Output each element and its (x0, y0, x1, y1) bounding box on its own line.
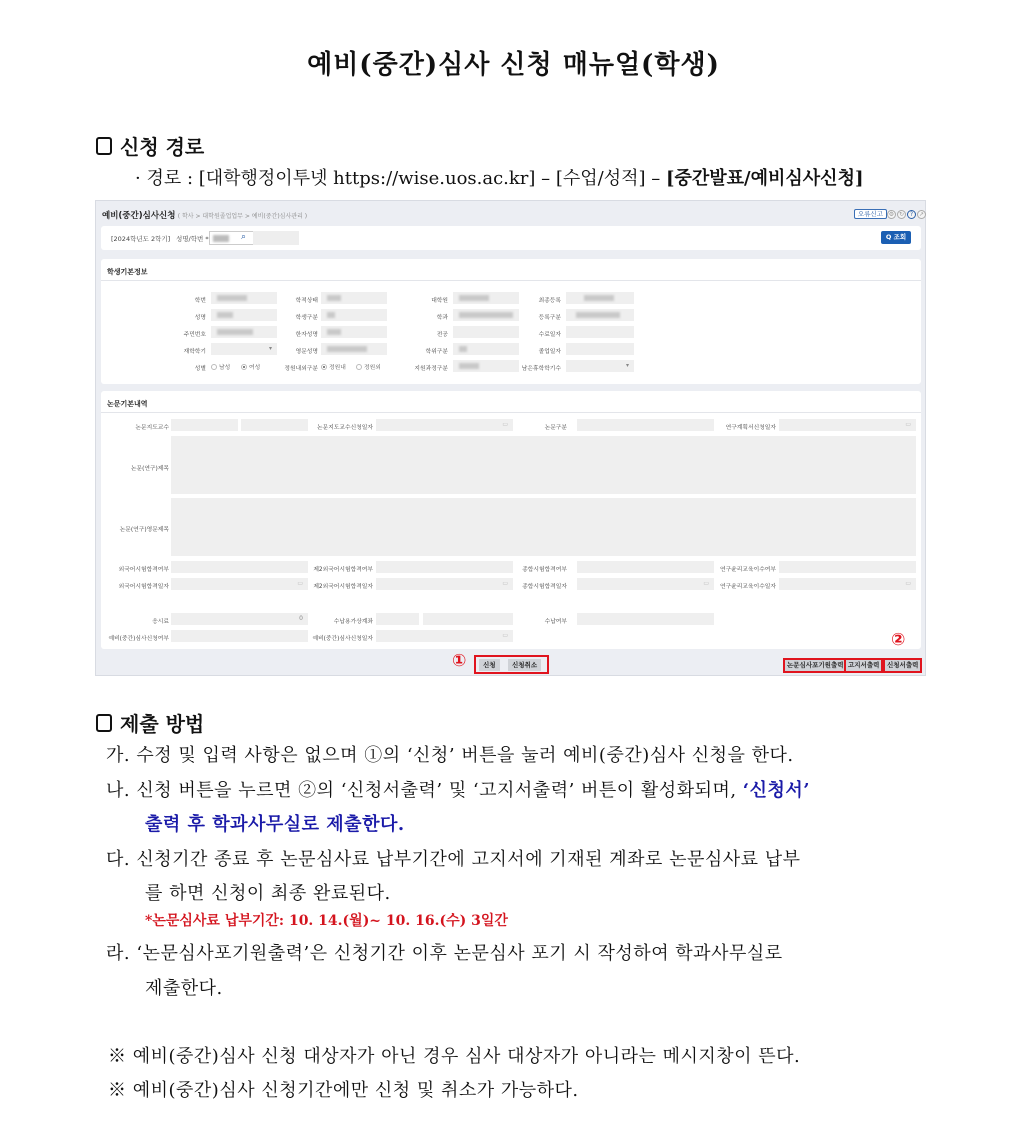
calendar-icon: ▭ (703, 580, 709, 587)
date-field[interactable] (376, 630, 513, 642)
term-label: [2024학년도 2학기] (111, 235, 171, 243)
card-title: 학생기본정보 (101, 259, 921, 281)
field-label: 최종등록 (538, 298, 561, 304)
calendar-icon: ▭ (502, 632, 508, 639)
field-label: 재학학기 (183, 349, 206, 355)
cancel-application-button[interactable]: 신청취소 (508, 659, 541, 671)
search-bar (101, 226, 921, 250)
calendar-icon: ▭ (502, 580, 508, 587)
field-value (566, 343, 634, 355)
footnote: ※ 예비(중간)심사 신청기간에만 신청 및 취소가 가능하다. (108, 1080, 579, 1101)
field-label: 대학원 (431, 298, 448, 304)
checkbox-square-icon (96, 137, 112, 155)
screen-title: 예비(중간)심사신청 (102, 211, 176, 221)
field-label: 학생구분 (295, 315, 318, 321)
account-number-field (423, 613, 513, 625)
access-path (135, 164, 863, 190)
field-value (779, 561, 916, 573)
field-value (577, 561, 714, 573)
date-field[interactable] (779, 578, 916, 590)
field-label: 논문구분 (544, 425, 567, 431)
field-label: 남은휴학학기수 (521, 366, 561, 372)
account-bank-field (376, 613, 419, 625)
remaining-leave-select[interactable]: ▾ (566, 360, 634, 372)
section-heading-submission (96, 708, 204, 737)
field-label: 논문지도교수 (135, 425, 169, 431)
field-label: 논문(연구)영문제목 (119, 527, 169, 533)
path-menu-target: [중간발표/예비심사신청] (665, 168, 864, 189)
instruction-ga: 가. 수정 및 입력 사항은 없으며 ①의 ‘신청’ 버튼을 눌러 예비(중간)심사 신청을 한다. (106, 745, 794, 766)
thesis-type-field (577, 419, 714, 431)
field-value (566, 326, 634, 338)
settings-icon[interactable]: ⚙ (888, 211, 895, 218)
instruction-na: 나. 신청 버튼을 누르면 ②의 ‘신청서출력’ 및 ‘고지서출력’ 버튼이 활성화되며, ‘신청서’ (106, 780, 810, 801)
field-label: 제2외국어시험합격일자 (313, 584, 373, 590)
field-label: 예비(중간)심사신청일자 (312, 636, 373, 642)
instruction-da: 다. 신청기간 종료 후 논문심사료 납부기간에 고지서에 기재된 계좌로 논문심사료 납부 (106, 849, 801, 870)
field-label: 등록구분 (538, 315, 561, 321)
advisor-field-2 (241, 419, 308, 431)
field-label: 학적상태 (295, 298, 318, 304)
section-heading-path (96, 131, 204, 160)
path-text: · 경로 : [대학행정이투넷 https://wise.uos.ac.kr] – [수업/성적] – (135, 168, 666, 189)
marker-one: ① (452, 651, 467, 671)
field-label: 학번 (194, 298, 206, 304)
plan-date-field[interactable] (779, 419, 916, 431)
field-label: 한자성명 (295, 332, 318, 338)
refresh-icon[interactable]: ↻ (898, 211, 905, 218)
field-label: 외국어시험합격일자 (118, 584, 169, 590)
field-label: 졸업일자 (538, 349, 561, 355)
field-label: 지원과정구분 (414, 366, 448, 372)
field-label: 학과 (436, 315, 448, 321)
instruction-na-continued: 출력 후 학과사무실로 제출한다. (145, 814, 405, 835)
search-button[interactable]: Q 조회 (881, 231, 911, 244)
search-input[interactable] (209, 231, 257, 245)
breadcrumb: ( 학사 > 대학원졸업업무 > 예비(중간)심사관리 ) (177, 213, 308, 220)
search-icon[interactable]: ⌕ (241, 232, 247, 242)
link-icon[interactable]: ↗ (918, 211, 925, 218)
application-print-button[interactable]: 신청서출력 (883, 658, 922, 673)
field-label: 정원내외구분 (284, 366, 318, 372)
embedded-screenshot (95, 200, 926, 676)
field-value (321, 343, 387, 355)
field-label: 연구계획서신청일자 (725, 425, 776, 431)
highlight-text: ‘신청서’ (742, 780, 810, 801)
student-info-card (101, 259, 921, 384)
card-title: 논문기본내역 (101, 391, 921, 413)
field-label: 수료일자 (538, 332, 561, 338)
fee-field: 0 (171, 613, 308, 625)
radio-in-quota[interactable]: 정원내 (321, 362, 346, 371)
document-title: 예비(중간)심사 신청 매뉴얼(학생) (307, 50, 720, 80)
field-label: 논문(연구)제목 (130, 466, 169, 472)
search-label: 성명/학번 * (176, 235, 209, 243)
radio-male[interactable]: 남성 (211, 362, 230, 371)
radio-out-quota[interactable]: 정원외 (356, 362, 381, 371)
field-label: 수납여부 (544, 619, 567, 625)
withdraw-form-print-button[interactable]: 논문심사포기원출력 (783, 658, 848, 673)
field-label: 성별 (194, 366, 206, 372)
field-label: 응시료 (152, 619, 169, 625)
thesis-info-card (101, 391, 921, 649)
section-heading-label: 신청 경로 (120, 135, 205, 159)
field-label: 성명 (194, 315, 206, 321)
calendar-icon: ▭ (502, 421, 508, 428)
field-value (577, 613, 714, 625)
calendar-icon: ▭ (297, 580, 303, 587)
instruction-ra-continued: 제출한다. (145, 978, 223, 999)
screen-header (102, 209, 307, 221)
field-value (321, 309, 387, 321)
field-value (376, 561, 513, 573)
field-label: 종합시험합격일자 (522, 584, 567, 590)
help-icon[interactable]: ? (907, 210, 916, 219)
date-field[interactable] (577, 578, 714, 590)
advisor-field (171, 419, 238, 431)
notice-print-button[interactable]: 고지서출력 (844, 658, 883, 673)
payment-period-note: *논문심사료 납부기간: 10. 14.(월)~ 10. 16.(수) 3일간 (145, 913, 508, 929)
calendar-icon: ▭ (905, 421, 911, 428)
field-label: 외국어시험합격여부 (118, 567, 169, 573)
field-label: 종합시험합격여부 (522, 567, 567, 573)
field-label: 연구윤리교육이수여부 (720, 567, 776, 573)
instruction-da-continued: 를 하면 신청이 최종 완료된다. (145, 883, 391, 904)
field-value (321, 326, 387, 338)
thesis-title-field (171, 436, 916, 494)
marker-two: ② (891, 630, 906, 650)
field-label: 제2외국어시험합격여부 (313, 567, 373, 573)
field-value (321, 292, 387, 304)
field-value (566, 292, 634, 304)
thesis-english-title-field (171, 498, 916, 556)
instruction-ra: 라. ‘논문심사포기원출력’은 신청기간 이후 논문심사 포기 시 작성하여 학과사무실로 (106, 943, 783, 964)
field-label: 논문지도교수신청일자 (317, 425, 373, 431)
field-label: 영문성명 (295, 349, 318, 355)
date-field[interactable] (376, 578, 513, 590)
radio-female[interactable]: 여성 (241, 362, 260, 371)
field-value (566, 309, 634, 321)
field-label: 예비(중간)심사신청여부 (108, 636, 169, 642)
student-id-field (253, 231, 299, 245)
field-value (171, 561, 308, 573)
date-field[interactable] (171, 578, 308, 590)
field-label: 주민번호 (183, 332, 206, 338)
section-heading-label: 제출 방법 (120, 712, 205, 736)
calendar-icon: ▭ (905, 580, 911, 587)
field-label: 수납용가상계좌 (333, 619, 373, 625)
semester-select[interactable]: ▾ (211, 343, 277, 355)
report-error-button[interactable]: 오류신고 (854, 209, 887, 219)
checkbox-square-icon (96, 714, 112, 732)
apply-button[interactable]: 신청 (479, 659, 500, 671)
field-value (171, 630, 308, 642)
field-label: 학위구분 (425, 349, 448, 355)
field-label: 연구윤리교육이수일자 (720, 584, 776, 590)
footnote: ※ 예비(중간)심사 신청 대상자가 아닌 경우 심사 대상자가 아니라는 메시지창이 뜬다. (108, 1046, 801, 1067)
advisor-date-field[interactable] (376, 419, 513, 431)
field-label: 전공 (436, 332, 448, 338)
